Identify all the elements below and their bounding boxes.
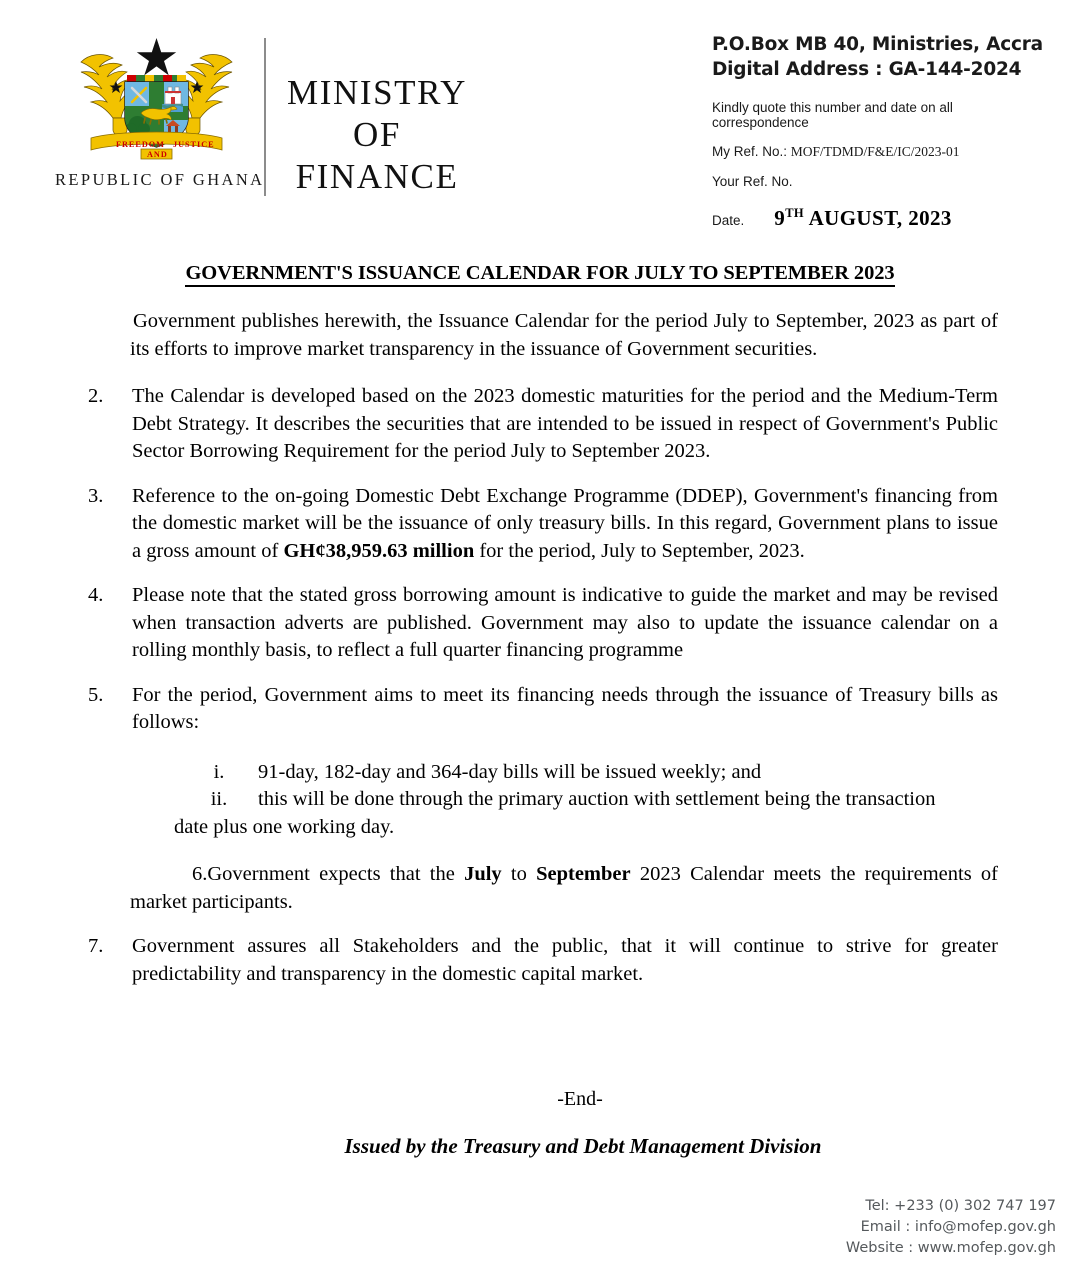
date-year: , 2023 — [896, 206, 952, 230]
ministry-wordmark-line-2: OF — [353, 115, 401, 154]
republic-of-ghana-caption: REPUBLIC OF GHANA — [55, 170, 265, 189]
footer-website: Website : www.mofep.gov.gh — [845, 1240, 1056, 1256]
paragraph-2 — [86, 383, 998, 466]
ghana-coat-of-arms-icon — [69, 34, 244, 167]
letterhead — [0, 0, 1080, 232]
date-month: AUGUST — [808, 206, 897, 230]
list-item-ii-continuation: date plus one working day. — [174, 815, 395, 838]
document-title — [0, 262, 1080, 285]
paragraph-7 — [86, 933, 998, 988]
header-divider — [264, 38, 266, 196]
paragraph-6-text-part-1: Government expects that the — [207, 863, 465, 885]
ministry-wordmark — [272, 72, 482, 198]
date-row — [712, 206, 1052, 231]
paragraph-5-number: 5. — [88, 683, 104, 706]
paragraph-6-number: 6. — [192, 863, 208, 885]
svg-text:FREEDOM: FREEDOM — [116, 140, 165, 149]
paragraph-4 — [86, 582, 998, 665]
document-title-text: GOVERNMENT'S ISSUANCE CALENDAR FOR JULY TO SEPTEMBER 2023 — [185, 262, 894, 287]
svg-text:JUSTICE: JUSTICE — [173, 140, 215, 149]
paragraph-6-month-september: September — [536, 863, 631, 885]
kindly-quote-note: Kindly quote this number and date on all correspondence — [712, 100, 953, 130]
po-box-line-1: P.O.Box MB 40, Ministries, Accra — [712, 34, 1043, 55]
date-value — [774, 206, 952, 230]
list-item-ii-marker: ii. — [210, 788, 228, 810]
paragraph-3-text-part-2: for the period, July to September, 2023. — [474, 539, 805, 562]
paragraph-3 — [86, 483, 998, 566]
paragraph-2-number: 2. — [88, 385, 104, 407]
list-item-ii — [130, 786, 998, 814]
paragraph-6-text-part-2: to — [501, 863, 537, 885]
paragraph-7-text: Government assures all Stakeholders and the public, that it will continue to strive for greater predictability and transparency in the domestic capital market. — [132, 935, 998, 985]
end-marker — [0, 1088, 1080, 1111]
issued-by-line — [0, 1134, 1080, 1159]
paragraph-7-number: 7. — [88, 935, 104, 957]
paragraph-4-text: Please note that the stated gross borrowing amount is indicative to guide the market and may be revised when transaction adverts are published. Government may also to update the issuance calendar on a rolling monthly basis, to reflect a full quarter financing programme — [132, 584, 998, 661]
end-marker-text: -End- — [557, 1088, 603, 1110]
my-ref-label: My Ref. No.: — [712, 144, 788, 159]
paragraph-4-number: 4. — [88, 584, 104, 606]
ministry-wordmark-line-3: FINANCE — [295, 157, 459, 196]
my-ref-row — [712, 144, 1052, 160]
paragraph-6-text-part-3: 2023 Calendar meets the requirements of market participants. — [130, 863, 998, 913]
document-body — [86, 308, 998, 1005]
paragraph-6 — [86, 861, 998, 916]
paragraph-lead: Government publishes herewith, the Issuance Calendar for the period July to September, 2023 as part of its efforts to improve market transparency in the issuance of Government securities. — [130, 310, 998, 360]
my-ref-value: MOF/TDMD/F&E/IC/2023-01 — [790, 144, 960, 159]
paragraph-5 — [86, 682, 998, 737]
footer-email: Email : info@mofep.gov.gh — [860, 1219, 1056, 1235]
header-contact-block — [712, 32, 1052, 231]
date-ordinal-suffix: TH — [785, 206, 805, 220]
your-ref-label: Your Ref. No. — [712, 174, 793, 189]
paragraph-5-text: For the period, Government aims to meet its financing needs through the issuance of Treasury bills as follows: — [132, 683, 998, 733]
paragraph-3-text-part-1: Reference to the on-going Domestic Debt Exchange Programme (DDEP), Government's financing from the domestic market will be the issuance of only treasury bills. In this regard, Government plans to issue a gross amount of — [132, 484, 998, 562]
emblem-block — [55, 34, 265, 199]
digital-address-line: Digital Address : GA-144-2024 — [712, 59, 1022, 80]
your-ref-row — [712, 174, 1052, 189]
issued-by-text: Issued by the Treasury and Debt Management Division — [344, 1134, 822, 1158]
list-item-i — [130, 759, 998, 787]
treasury-bill-list — [86, 759, 998, 842]
gross-issuance-amount: GH¢38,959.63 million — [283, 539, 475, 562]
list-item-i-text: 91-day, 182-day and 364-day bills will be issued weekly; and — [258, 760, 762, 783]
list-item-ii-text: this will be done through the primary auction with settlement being the transaction — [258, 788, 936, 810]
footer-tel: Tel: +233 (0) 302 747 197 — [865, 1198, 1056, 1214]
paragraph-6-month-july: July — [464, 863, 502, 885]
footer-contact-block — [656, 1196, 1056, 1259]
date-day: 9 — [774, 206, 786, 230]
paragraph-3-number: 3. — [88, 484, 104, 507]
list-item-i-marker: i. — [213, 760, 225, 783]
svg-text:AND: AND — [147, 150, 168, 159]
date-label: Date. — [712, 213, 745, 228]
paragraph-2-text: The Calendar is developed based on the 2023 domestic maturities for the period and the Medium-Term Debt Strategy. It describes the securities that are intended to be issued in respect of Government's Public Sector Borrowing Requirement for the period July to September 2023. — [132, 385, 998, 462]
ministry-wordmark-line-1: MINISTRY — [286, 73, 468, 112]
